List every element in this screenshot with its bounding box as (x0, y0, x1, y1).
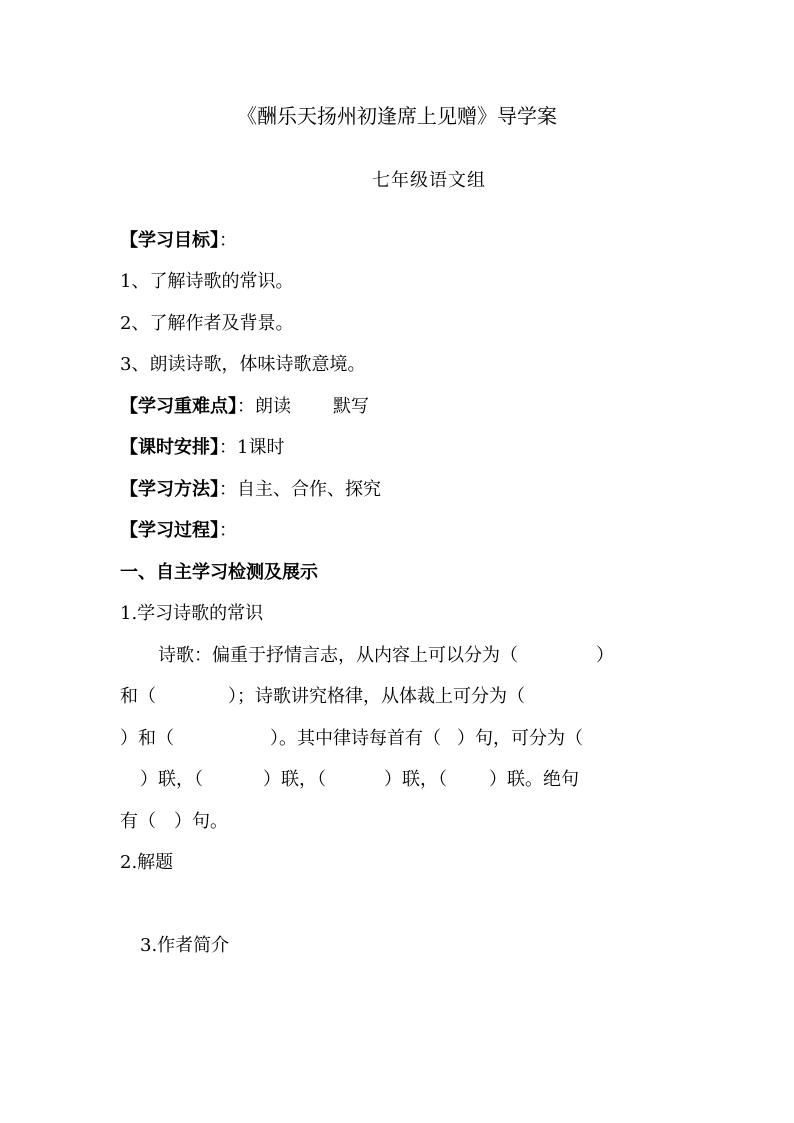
item1-paragraph-line1 (158, 644, 614, 668)
item1-text-1: 诗歌：偏重于抒情言志，从内容上可以分为（ (158, 645, 518, 666)
objectives-colon: ： (219, 230, 237, 251)
item1-text-4a: ）联，（ (140, 769, 203, 790)
item1-text-3c: ）句，可分为（ (457, 728, 583, 749)
item1-text-2a: 和（ (120, 686, 156, 707)
process-heading: 【学习过程】 (120, 520, 219, 541)
schedule-value: 1课时 (237, 437, 285, 458)
schedule-heading: 【课时安排】 (120, 437, 219, 458)
item1-text-1-end: ） (596, 645, 614, 666)
schedule-colon: ： (219, 437, 237, 458)
item1-label: 1.学习诗歌的常识 (120, 603, 264, 624)
item1-paragraph-line2 (120, 685, 525, 709)
key-points-heading: 【学习重难点】 (120, 396, 237, 417)
objective-item-3: 3、朗读诗歌，体味诗歌意境。 (120, 354, 366, 375)
methods-heading: 【学习方法】 (120, 479, 219, 500)
objectives-heading-line (120, 229, 237, 253)
item3-label: 3.作者简介 (140, 935, 230, 956)
item1-paragraph-line4 (140, 768, 579, 792)
key-points-line (120, 395, 369, 419)
item2-label: 2.解题 (120, 852, 174, 873)
schedule-line (120, 436, 284, 460)
process-line (120, 519, 237, 543)
item1-text-4b: ）联，（ (263, 769, 326, 790)
item1-text-5b: ）句。 (174, 811, 228, 832)
item1-text-5a: 有（ (120, 811, 156, 832)
key-point-dictation: 默写 (333, 396, 369, 417)
section1-heading: 一、自主学习检测及展示 (120, 562, 318, 583)
document-title: 《酬乐天扬州初逢席上见赠》导学案 (237, 104, 557, 128)
objective-item-2: 2、了解作者及背景。 (120, 313, 294, 334)
item1-text-3a: ）和（ (120, 728, 174, 749)
item1-text-3b: ）。其中律诗每首有（ (270, 728, 441, 749)
process-colon: ： (219, 520, 237, 541)
methods-line (120, 478, 381, 502)
key-points-colon: ： (237, 396, 255, 417)
item1-text-4d: ）联。绝句 (489, 769, 579, 790)
item1-paragraph-line3 (120, 727, 583, 751)
methods-colon: ： (219, 479, 237, 500)
item1-text-2b: ）；诗歌讲究格律，从体裁上可分为（ (228, 686, 525, 707)
objectives-heading: 【学习目标】 (120, 230, 219, 251)
item1-text-4c: ）联，（ (384, 769, 447, 790)
objective-item-1: 1、了解诗歌的常识。 (120, 271, 294, 292)
key-point-reading: 朗读 (255, 396, 291, 417)
item1-paragraph-line5 (120, 810, 228, 834)
methods-value: 自主、合作、探究 (237, 479, 381, 500)
author-line: 七年级语文组 (372, 170, 486, 191)
